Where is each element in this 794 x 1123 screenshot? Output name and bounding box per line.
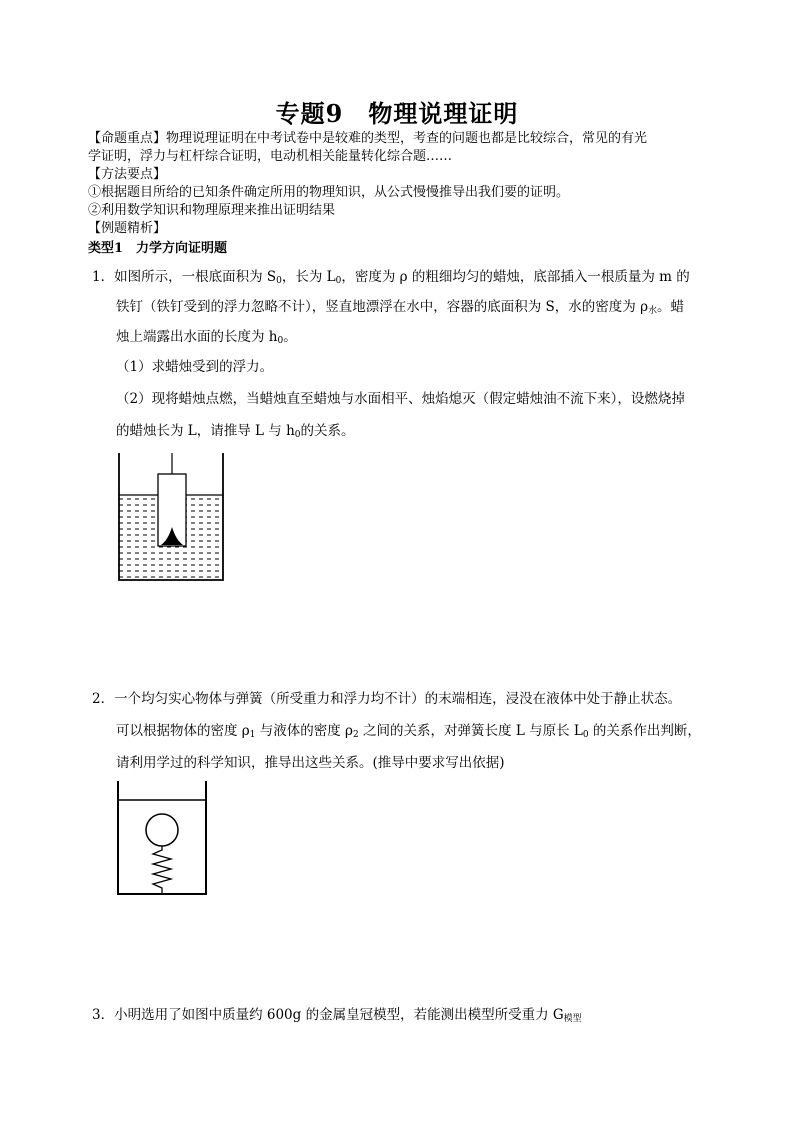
method-header: 【方法要点】 <box>88 167 167 182</box>
q3-line-1: 3．小明选用了如图中质量约 600g 的金属皇冠模型，若能测出模型所受重力 $G_{模型}$ <box>92 1007 582 1024</box>
q2-line-2: 可以根据物体的密度 $\rho_1$ 与液体的密度 $\rho_2$ 之间的关系，对弹簧长度 L 与原长 $L_0$ 的关系作出判断， <box>116 723 701 740</box>
q1-line-1: 1．如图所示，一根底面积为 $S_0$，长为 $L_0$，密度为 ρ 的粗细均匀的蜡烛，底部插入一根质量为 m 的 <box>92 269 690 286</box>
candle-in-water-figure <box>110 448 230 588</box>
q1-part-1: （1）求蜡烛受到的浮力。 <box>116 359 274 375</box>
key-points-line-2: 学证明，浮力与杠杆综合证明，电动机相关能量转化综合题…… <box>88 149 453 164</box>
q1-line-2: 铁钉（铁钉受到的浮力忽略不计），竖直地漂浮在水中，容器的底面积为 S，水的密度为 $\rho_水$。蜡 <box>116 299 685 316</box>
examples-header: 【例题精析】 <box>88 221 167 236</box>
ball <box>146 814 178 846</box>
q1-part-2: （2）现将蜡烛点燃，当蜡烛直至蜡烛与水面相平、烛焰熄灭（假定蜡烛油不流下来），设燃烧掉 <box>116 391 685 407</box>
page-title: 专题9 物理说理证明 <box>275 99 519 128</box>
key-points-line-1: 【命题重点】物理说理证明在中考试卷中是较难的类型，考查的问题也都是比较综合，常见的有光 <box>88 131 648 146</box>
spring-ball-figure <box>112 778 212 898</box>
spring <box>153 846 171 894</box>
type-heading: 类型1 力学方向证明题 <box>88 241 228 256</box>
q2-line-3: 请利用学过的科学知识，推导出这些关系。(推导中要求写出依据) <box>116 755 505 771</box>
method-point-1: ①根据题目所给的已知条件确定所用的物理知识，从公式慢慢推导出我们要的证明。 <box>88 185 570 200</box>
method-point-2: ②利用数学知识和物理原理来推出证明结果 <box>88 203 336 218</box>
q1-line-3: 烛上端露出水面的长度为 $h_0$。 <box>116 329 297 346</box>
q2-line-1: 2．一个均匀实心物体与弹簧（所受重力和浮力均不计）的末端相连，浸没在液体中处于静止状态。 <box>92 691 682 707</box>
q1-part-2-cont: 的蜡烛长为 L，请推导 L 与 $h_0$的关系。 <box>116 423 355 440</box>
